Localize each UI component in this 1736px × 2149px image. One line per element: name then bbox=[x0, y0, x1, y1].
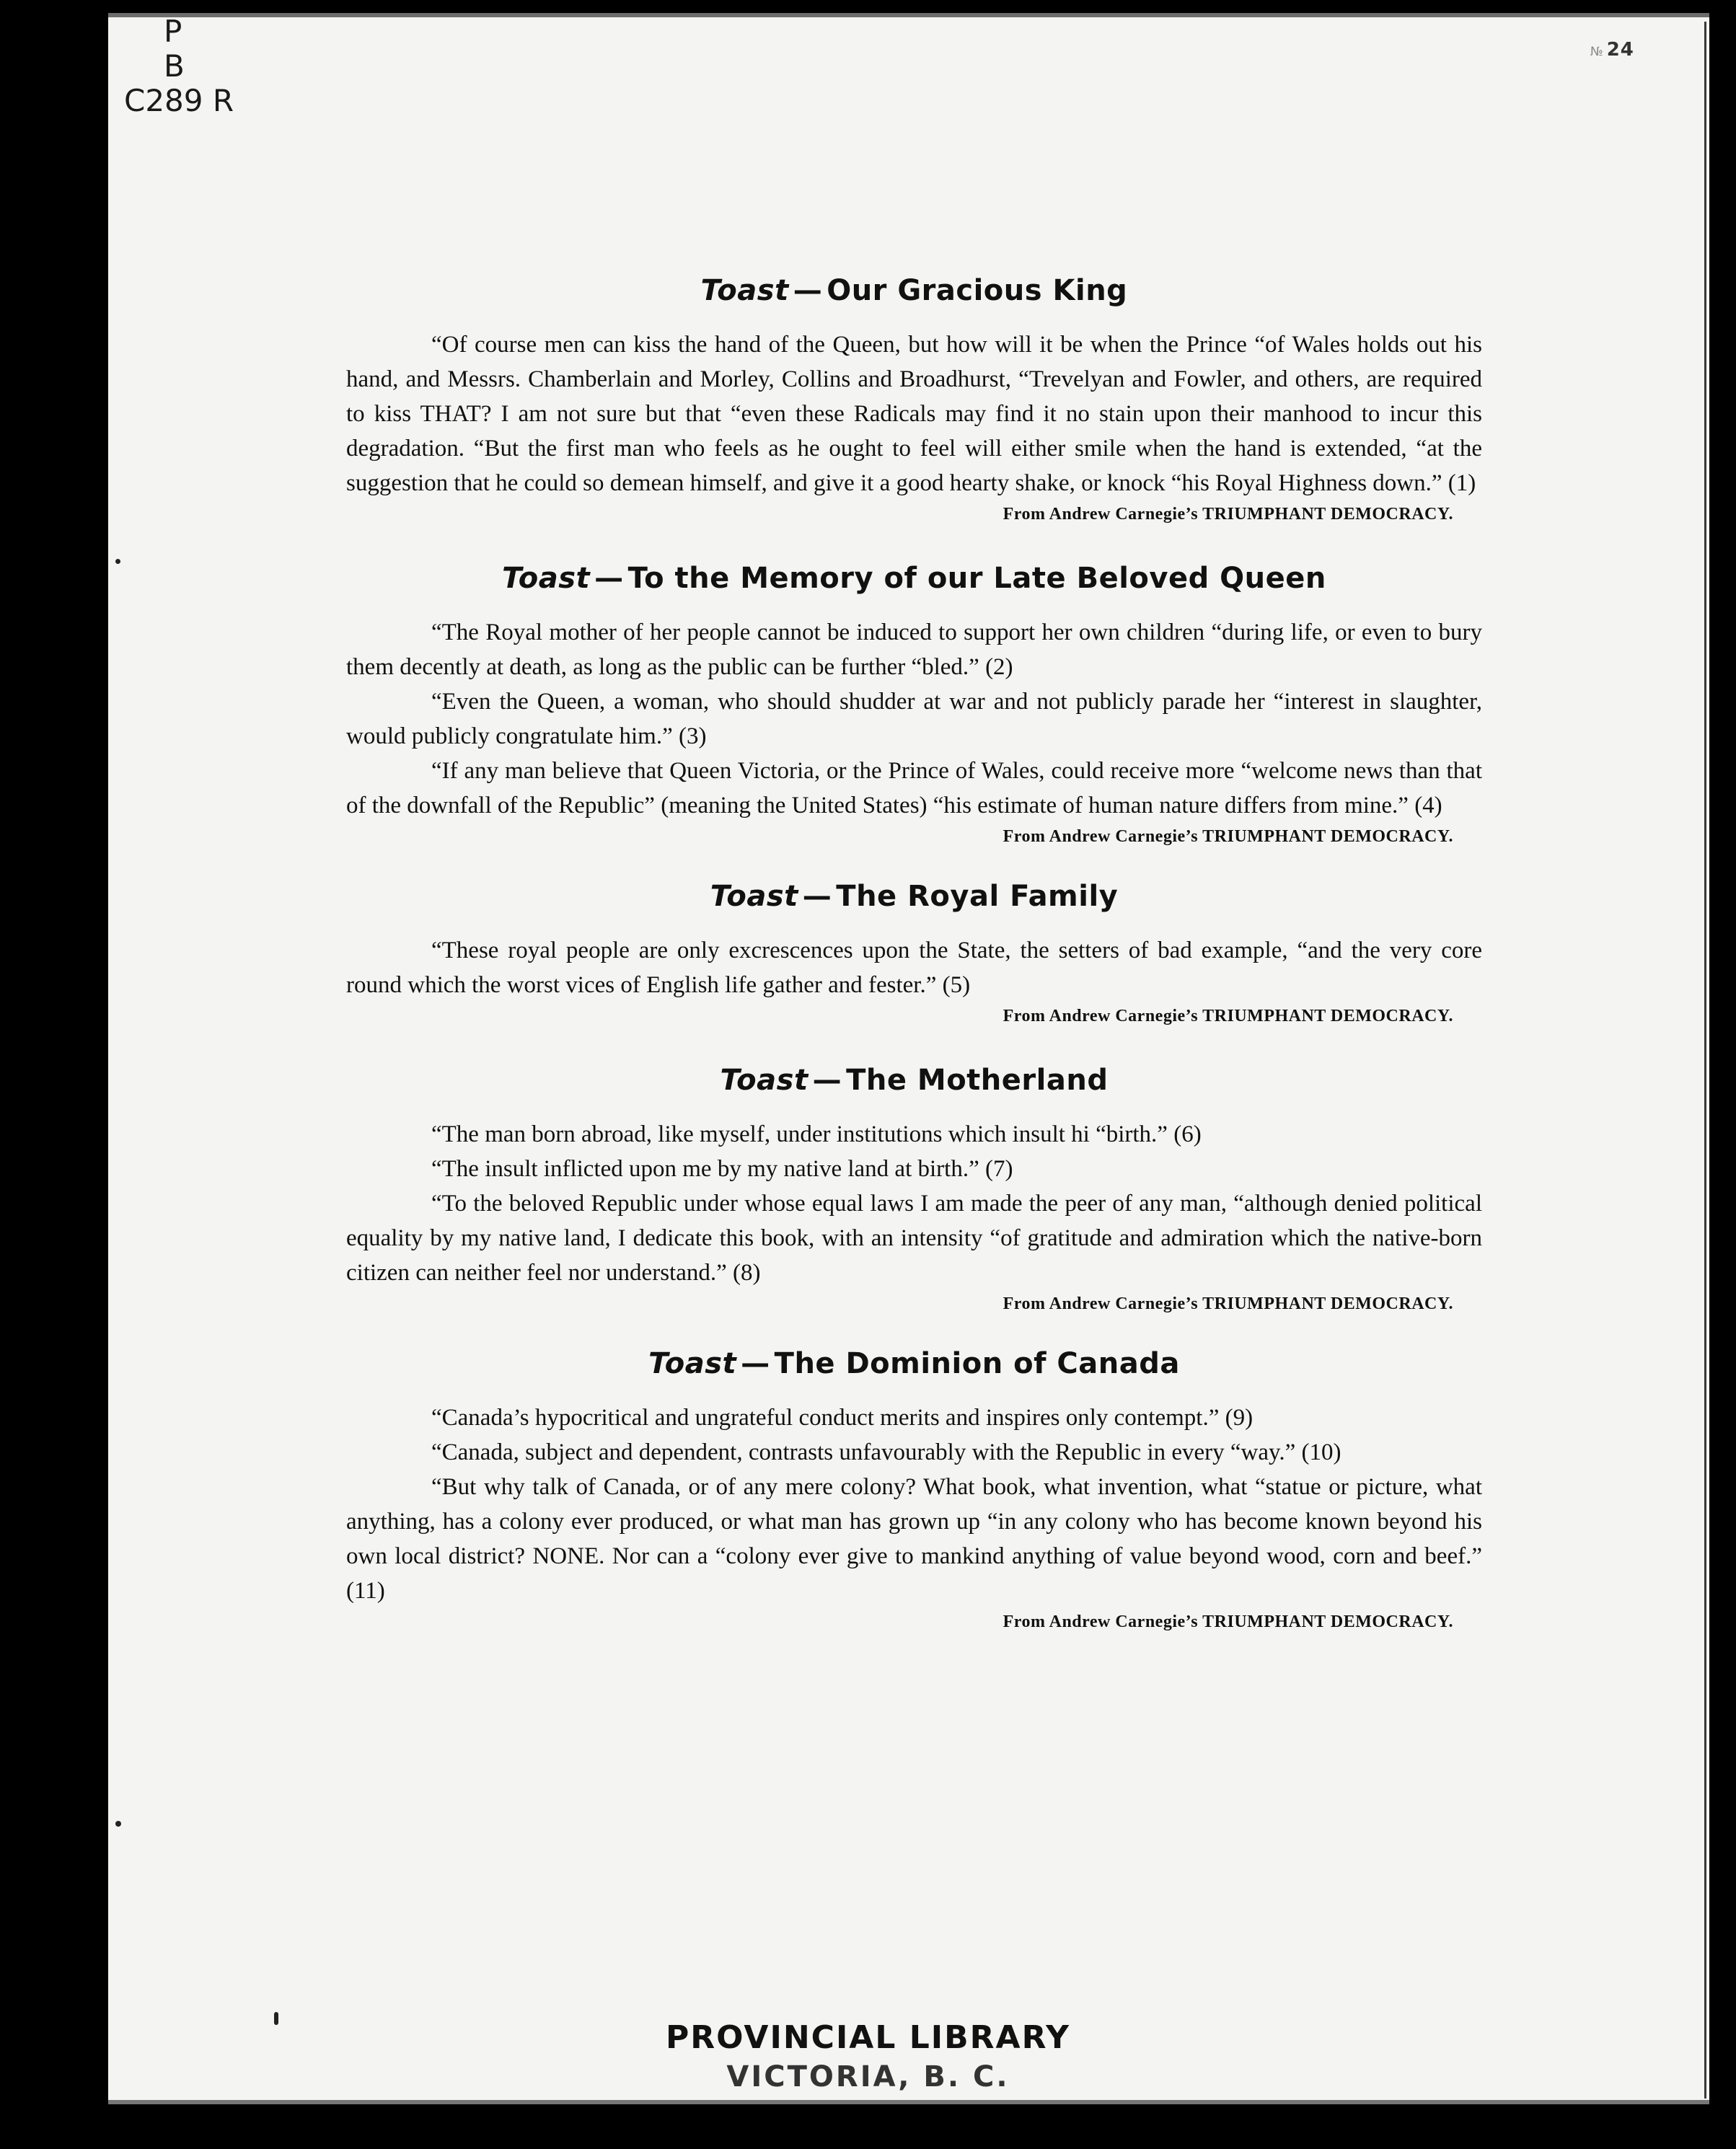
quote-paragraph: “To the beloved Republic under whose equal laws I am made the peer of any man, “although denied political equality by my native land, I dedicate this book, with an intensity “of gratitude and admiration which the native-born citizen can neither feel nor understand.” (8) bbox=[346, 1191, 1482, 1286]
stamp-number: 24 bbox=[1606, 39, 1634, 61]
quote-paragraph: “The Royal mother of her people cannot be induced to support her own children “during life, or even to bury them decently at death, as long as the public can be further “bled.” (2) bbox=[346, 619, 1482, 680]
accession-stamp bbox=[1590, 39, 1634, 61]
section-heading: Toast — The Motherland bbox=[720, 1064, 1109, 1097]
heading-title: To the Memory of our Late Beloved Queen bbox=[627, 562, 1326, 595]
section-heading: Toast — To the Memory of our Late Beloved Queen bbox=[502, 562, 1326, 595]
source-citation: From Andrew Carnegie’s TRIUMPHANT DEMOCRACY. bbox=[1003, 505, 1453, 524]
quote-paragraph: “If any man believe that Queen Victoria, or the Prince of Wales, could receive more “welcome news than that of the downfall of the Republic” (meaning the United States) “his estimate of human nature differs from mine.” (4) bbox=[346, 758, 1482, 818]
heading-title: The Royal Family bbox=[836, 880, 1119, 913]
call-number-line-3: C289 R bbox=[124, 83, 234, 118]
quote-paragraph: “Canada’s hypocritical and ungrateful conduct merits and inspires only contempt.” (9) bbox=[431, 1405, 1253, 1431]
call-number-line-1: P bbox=[164, 14, 182, 49]
toast-section-our-gracious-king bbox=[346, 274, 1482, 524]
toast-section-dominion-of-canada bbox=[346, 1347, 1482, 1632]
scan-speck bbox=[115, 559, 120, 564]
quote-paragraph: “These royal people are only excrescences upon the State, the setters of bad example, “and the very core round which the worst vices of English life gather and fester.” (5) bbox=[346, 937, 1482, 998]
heading-title: Our Gracious King bbox=[827, 274, 1128, 307]
toast-label: Toast bbox=[720, 1064, 808, 1097]
page-bottom-edge bbox=[108, 2100, 1709, 2104]
toast-label: Toast bbox=[502, 562, 591, 595]
stamp-mark: № bbox=[1590, 45, 1604, 59]
quote-paragraph: “The insult inflicted upon me by my native land at birth.” (7) bbox=[431, 1156, 1013, 1182]
section-heading: Toast — The Royal Family bbox=[710, 880, 1119, 913]
quote-paragraph: “Of course men can kiss the hand of the Queen, but how will it be when the Prince “of Wales holds out his hand, and Messrs. Chamberlain and Morley, Collins and Broadhurst, “Trevelyan and Fowler, and others, are required to kiss THAT? I am not sure but that “even these Radicals may find it no stain upon their manhood to incur this degradation. “But the first man who feels as he ought to feel will either smile when the hand is extended, “at the suggestion that he could so demean himself, and give it a good hearty shake, or knock “his Royal Highness down.” (1) bbox=[346, 332, 1482, 496]
document-body bbox=[346, 274, 1482, 1632]
scan-speck bbox=[115, 1821, 121, 1827]
quote-paragraph: “Even the Queen, a woman, who should shudder at war and not publicly parade her “interest in slaughter, would publicly congratulate him.” (3) bbox=[346, 689, 1482, 749]
source-citation: From Andrew Carnegie’s TRIUMPHANT DEMOCRACY. bbox=[1003, 827, 1453, 846]
source-citation: From Andrew Carnegie’s TRIUMPHANT DEMOCRACY. bbox=[1003, 1294, 1453, 1313]
page-right-edge bbox=[1704, 22, 1706, 2099]
toast-label: Toast bbox=[648, 1347, 737, 1380]
toast-label: Toast bbox=[710, 880, 798, 913]
quote-paragraph: “Canada, subject and dependent, contrasts unfavourably with the Republic in every “way.” (10) bbox=[431, 1439, 1341, 1465]
library-stamp-line-2: VICTORIA, B. C. bbox=[726, 2060, 1010, 2093]
section-heading: Toast — Our Gracious King bbox=[700, 274, 1128, 307]
toast-section-royal-family bbox=[346, 880, 1482, 1026]
handwritten-call-number bbox=[124, 14, 234, 118]
toast-section-motherland bbox=[346, 1064, 1482, 1314]
quote-paragraph: “The man born abroad, like myself, under institutions which insult hi “birth.” (6) bbox=[431, 1121, 1202, 1147]
source-citation: From Andrew Carnegie’s TRIUMPHANT DEMOCRACY. bbox=[1003, 1007, 1453, 1025]
call-number-line-2: B bbox=[164, 48, 185, 84]
quote-paragraph: “But why talk of Canada, or of any mere colony? What book, what invention, what “statue or picture, what anything, has a colony ever produced, or what man has grown up “in any colony who has become known beyond his own local district? NONE. Nor can a “colony ever give to mankind anything of value beyond wood, corn and beef.” (11) bbox=[346, 1474, 1482, 1604]
library-stamp-line-1: PROVINCIAL LIBRARY bbox=[666, 2019, 1070, 2056]
scan-border bbox=[1709, 0, 1736, 2149]
heading-title: The Motherland bbox=[846, 1064, 1109, 1097]
heading-title: The Dominion of Canada bbox=[774, 1347, 1180, 1380]
page-top-edge bbox=[108, 13, 1709, 17]
toast-section-memory-of-queen bbox=[346, 562, 1482, 847]
toast-label: Toast bbox=[700, 274, 789, 307]
source-citation: From Andrew Carnegie’s TRIUMPHANT DEMOCRACY. bbox=[1003, 1612, 1453, 1631]
scan-speck bbox=[274, 2012, 278, 2025]
section-heading: Toast — The Dominion of Canada bbox=[648, 1347, 1180, 1380]
library-stamp bbox=[0, 2019, 1736, 2093]
